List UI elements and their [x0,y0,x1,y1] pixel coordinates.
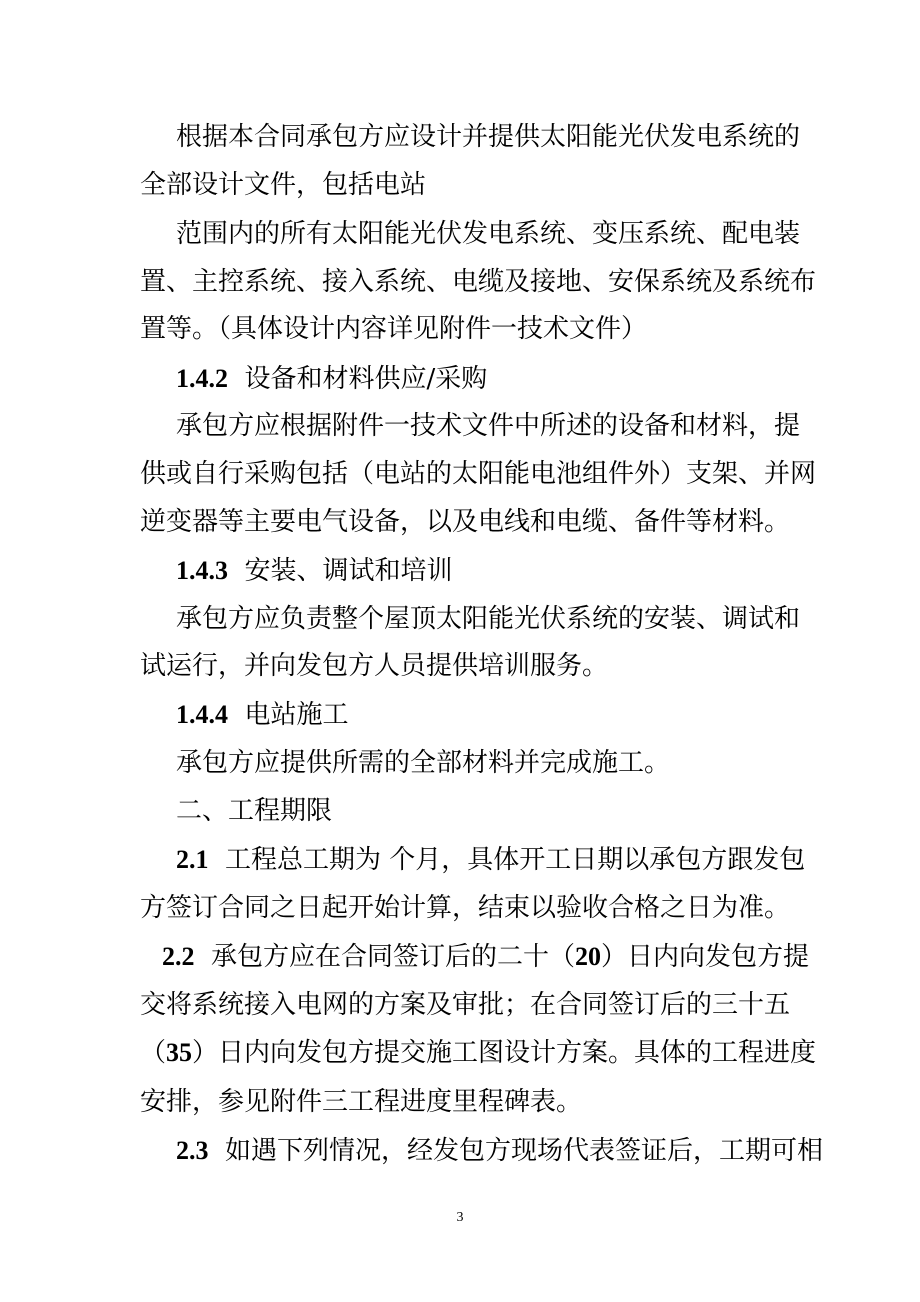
paragraph-line: 供或自行采购包括（电站的太阳能电池组件外）支架、并网 [140,459,817,489]
clause-number: 2.2 [162,942,195,971]
clause-2-3-line [176,1136,920,1166]
clause-bold-value: 35 [166,1038,193,1067]
section-heading-1-4-3 [176,556,920,586]
paragraph-line [140,1038,920,1068]
clause-text: 工程总工期为 个月，具体开工日期以承包方跟发包 [225,845,806,875]
paragraph-line: 交将系统接入电网的方案及审批；在合同签订后的三十五 [140,990,791,1020]
section-number: 1.4.3 [176,556,228,585]
section-number: 1.4.4 [176,700,228,729]
paragraph-line: 置等。（具体设计内容详见附件一技术文件） [140,314,648,344]
paragraph-line: 方签订合同之日起开始计算，结束以验收合格之日为准。 [140,893,791,923]
paragraph-line: 承包方应提供所需的全部材料并完成施工。 [176,748,671,778]
paragraph-line: 承包方应负责整个屋顶太阳能光伏系统的安装、调试和 [176,604,801,634]
paragraph-line: 范围内的所有太阳能光伏发电系统、变压系统、配电装 [176,219,801,249]
page-number: 3 [456,1210,464,1225]
clause-number: 2.3 [176,1136,209,1165]
section-title: 安装、调试和培训 [244,556,453,586]
chapter-heading: 二、工程期限 [176,796,333,826]
section-heading-1-4-4 [176,700,920,730]
paragraph-line: 承包方应根据附件一技术文件中所述的设备和材料，提 [176,411,801,441]
paragraph-line: 安排，参见附件三工程进度里程碑表。 [140,1087,583,1117]
paragraph-line: 全部设计文件，包括电站 [140,170,427,200]
paragraph-line: 置、主控系统、接入系统、电缆及接地、安保系统及系统布 [140,267,817,297]
paragraph-line: 试运行，并向发包方人员提供培训服务。 [140,651,609,681]
clause-2-1-line [176,845,920,875]
section-heading-1-4-2 [176,364,920,394]
paragraph-line: 根据本合同承包方应设计并提供太阳能光伏发电系统的 [176,122,801,152]
paragraph-line: 逆变器等主要电气设备，以及电线和电缆、备件等材料。 [140,507,791,537]
clause-number: 2.1 [176,845,209,874]
clause-bold-value: 20 [575,942,602,971]
clause-text: 如遇下列情况，经发包方现场代表签证后，工期可相 [225,1136,824,1166]
section-number: 1.4.2 [176,364,228,393]
clause-text: ）日内向发包方提交施工图设计方案。具体的工程进度 [192,1038,817,1068]
section-title: 设备和材料供应/采购 [244,364,488,394]
clause-text: ）日内向发包方提 [601,942,810,972]
section-title: 电站施工 [244,700,349,730]
clause-text: （ [140,1038,167,1068]
clause-2-2-line [162,942,920,972]
clause-text: 承包方应在合同签订后的二十（ [211,942,576,972]
